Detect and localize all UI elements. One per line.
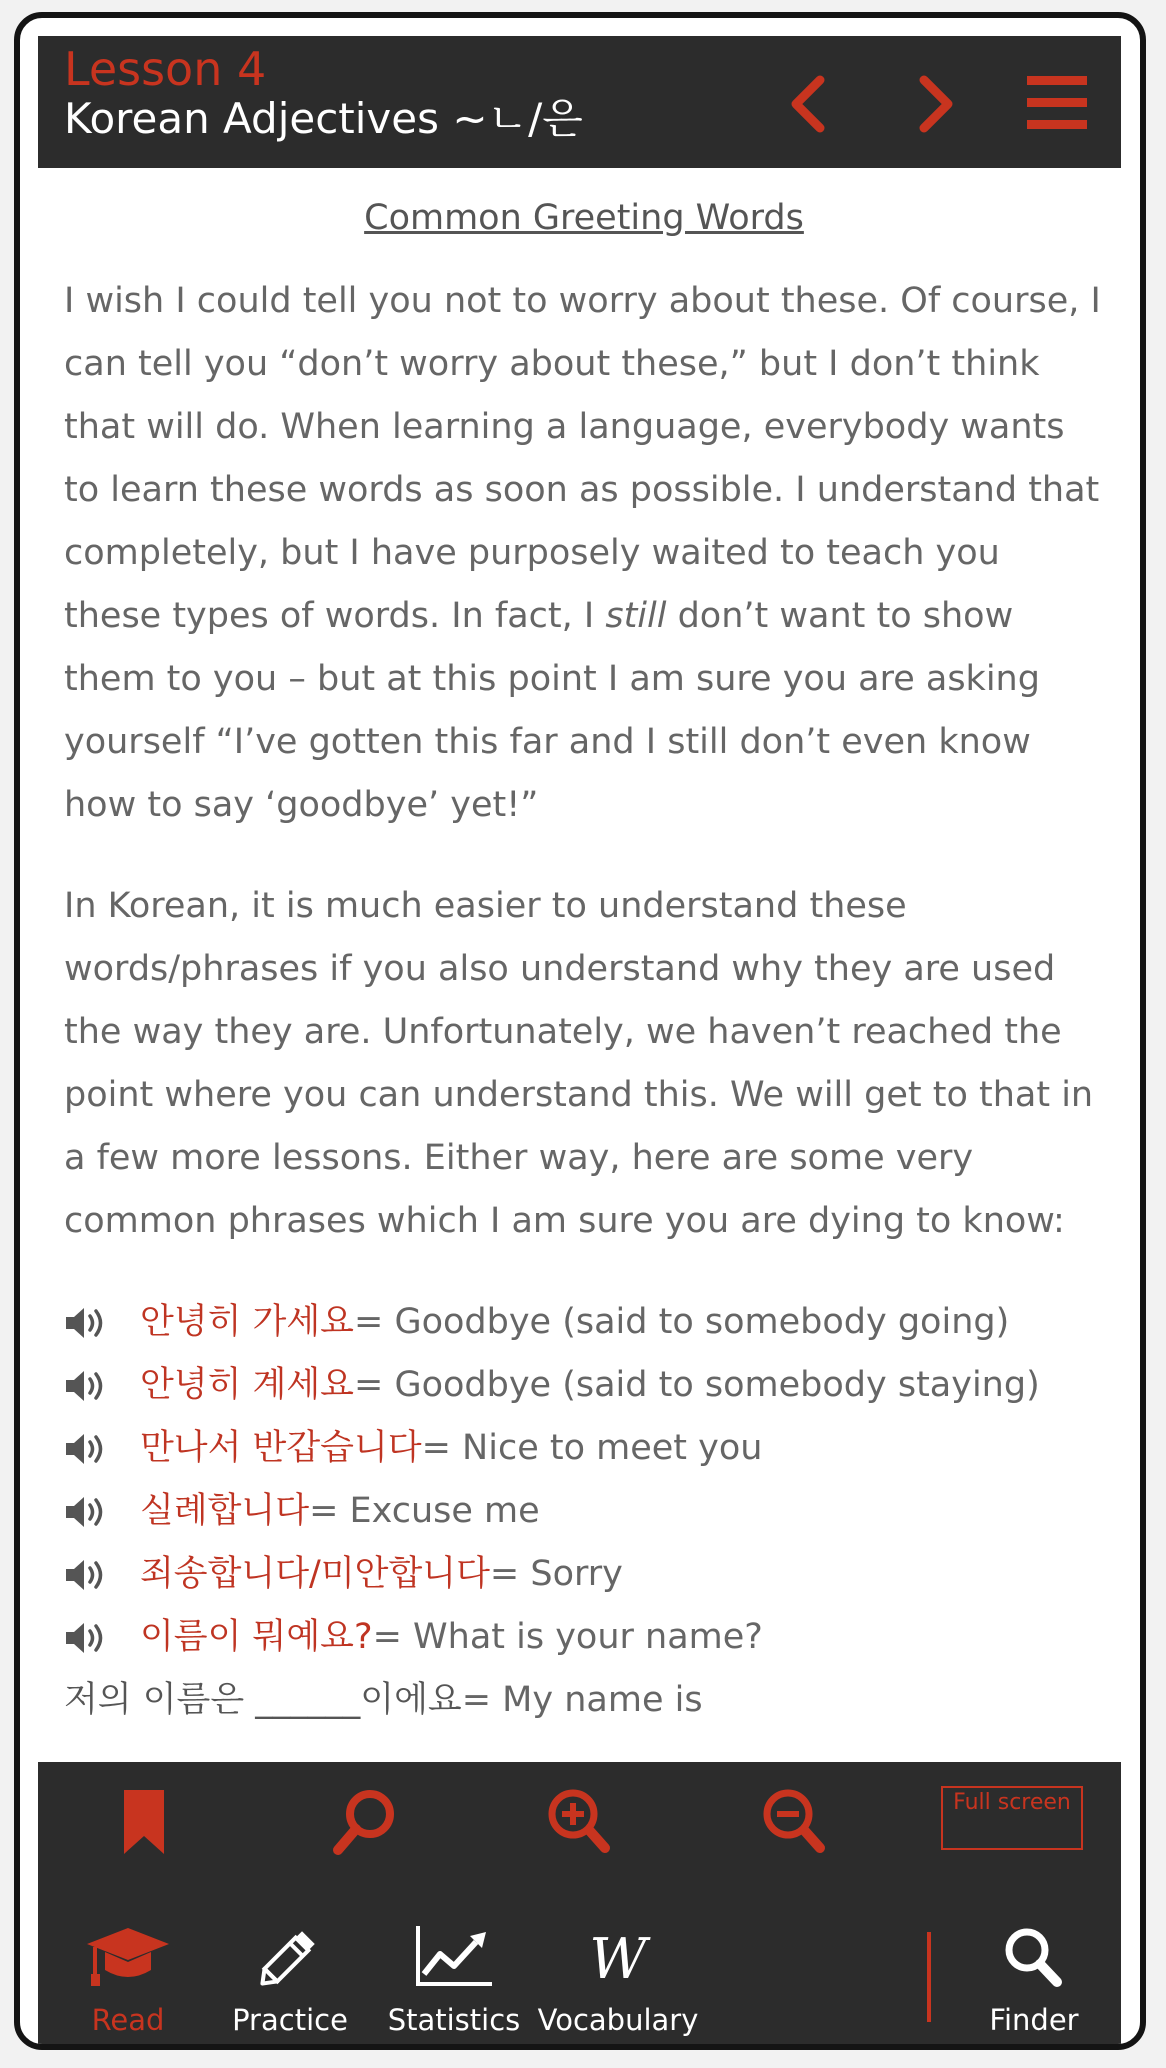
- phrase-item: [64, 1543, 1104, 1606]
- fullscreen-button[interactable]: Full screen: [941, 1786, 1083, 1850]
- phrase-translation: = What is your name?: [372, 1617, 763, 1657]
- phrase-translation: = Goodbye (said to somebody going): [354, 1302, 1010, 1342]
- tab-label: Read: [91, 2003, 165, 2037]
- phrase-item: [64, 1354, 1104, 1417]
- paragraph-text: I wish I could tell you not to worry about these. Of course, I can tell you “don’t worry about these,” but I don’t think that will do. When learning a language, everybody wants to learn these words as soon as possible. I understand that completely, but I have purposely waited to teach you these types of words. In fact, I: [64, 281, 1101, 636]
- phrase-translation: = Excuse me: [309, 1491, 540, 1531]
- phrase-translation: = Sorry: [489, 1554, 623, 1594]
- phrase-item: [64, 1291, 1104, 1354]
- explanation-paragraph: In Korean, it is much easier to understand these words/phrases if you also understand why they are used the way they are. Unfortunately, we haven’t reached the point where you can understand this. We will get to that in a few more lessons. Either way, here are some very common phrases which I am sure you are dying to know:: [64, 886, 1094, 1241]
- phrase-item: [64, 1417, 1104, 1480]
- tab-finder[interactable]: [944, 1904, 1124, 2044]
- bookmark-button[interactable]: [108, 1784, 180, 1864]
- menu-button[interactable]: [1025, 72, 1089, 132]
- section-title: Common Greeting Words: [364, 198, 804, 238]
- speaker-icon[interactable]: [64, 1431, 112, 1467]
- speaker-icon[interactable]: [64, 1557, 112, 1593]
- reader-toolbar: [38, 1762, 1121, 1904]
- tab-label: Finder: [989, 2003, 1079, 2037]
- pencil-icon: [255, 1924, 325, 1988]
- zoom-in-icon: [543, 1784, 615, 1864]
- app-frame: [14, 12, 1146, 2050]
- search-button[interactable]: [328, 1784, 400, 1864]
- lesson-content: [64, 188, 1104, 1732]
- korean-phrase: 실례합니다: [140, 1491, 310, 1531]
- phrase-item: [64, 1606, 1104, 1669]
- bookmark-icon: [108, 1784, 180, 1864]
- zoom-out-icon: [758, 1784, 830, 1864]
- zoom-out-button[interactable]: [758, 1784, 830, 1864]
- paragraph-text: don’t want to show them to you – but at this point I am sure you are asking yourself “I’ve gotten this far and I still don’t even know how to say ‘goodbye’ yet!”: [64, 596, 1040, 825]
- tab-label: Statistics: [387, 2003, 521, 2037]
- lesson-title: Korean Adjectives ~ㄴ/은: [64, 94, 583, 143]
- tab-label: Practice: [232, 2003, 348, 2037]
- phrase-translation: = Goodbye (said to somebody staying): [354, 1365, 1040, 1405]
- korean-phrase: 저의 이름은 ______이에요: [64, 1680, 462, 1720]
- lesson-header: [38, 36, 1121, 168]
- zoom-in-button[interactable]: [543, 1784, 615, 1864]
- hamburger-menu-icon: [1025, 72, 1089, 132]
- magnifier-icon: [999, 1924, 1069, 1988]
- previous-page-button[interactable]: [780, 74, 840, 134]
- speaker-icon[interactable]: [64, 1620, 112, 1656]
- tab-label: Vocabulary: [537, 2003, 699, 2037]
- phrase-item: [64, 1480, 1104, 1543]
- bottom-tab-bar: [38, 1904, 1121, 2050]
- speaker-icon[interactable]: [64, 1368, 112, 1404]
- tab-practice[interactable]: [200, 1904, 380, 2044]
- tab-divider: [927, 1932, 931, 2022]
- search-icon: [328, 1784, 400, 1864]
- lesson-number: Lesson 4: [64, 42, 267, 96]
- korean-phrase: 만나서 반갑습니다: [140, 1428, 422, 1468]
- phrase-translation: = Nice to meet you: [421, 1428, 763, 1468]
- speaker-icon[interactable]: [64, 1305, 112, 1341]
- emphasis-text: still: [605, 596, 667, 636]
- next-page-button[interactable]: [904, 74, 964, 134]
- chevron-left-icon: [780, 74, 840, 134]
- tab-vocabulary[interactable]: [528, 1904, 708, 2044]
- phrase-list: [64, 1291, 1104, 1732]
- line-chart-icon: [414, 1924, 494, 1988]
- tab-statistics[interactable]: [364, 1904, 544, 2044]
- graduation-cap-icon: [83, 1924, 173, 1988]
- w-letter-icon: [583, 1924, 653, 1988]
- svg-text:W: W: [589, 1927, 647, 1988]
- phrase-translation: = My name is: [461, 1680, 703, 1720]
- chevron-right-icon: [904, 74, 964, 134]
- korean-phrase: 안녕히 가세요: [140, 1302, 354, 1342]
- speaker-icon[interactable]: [64, 1494, 112, 1530]
- tab-read[interactable]: [38, 1904, 218, 2044]
- intro-paragraph: [64, 270, 1104, 837]
- korean-phrase: 안녕히 계세요: [140, 1365, 354, 1405]
- phrase-item: [64, 1669, 1104, 1732]
- korean-phrase: 이름이 뭐예요?: [140, 1617, 373, 1657]
- korean-phrase: 죄송합니다/미안합니다: [140, 1554, 490, 1594]
